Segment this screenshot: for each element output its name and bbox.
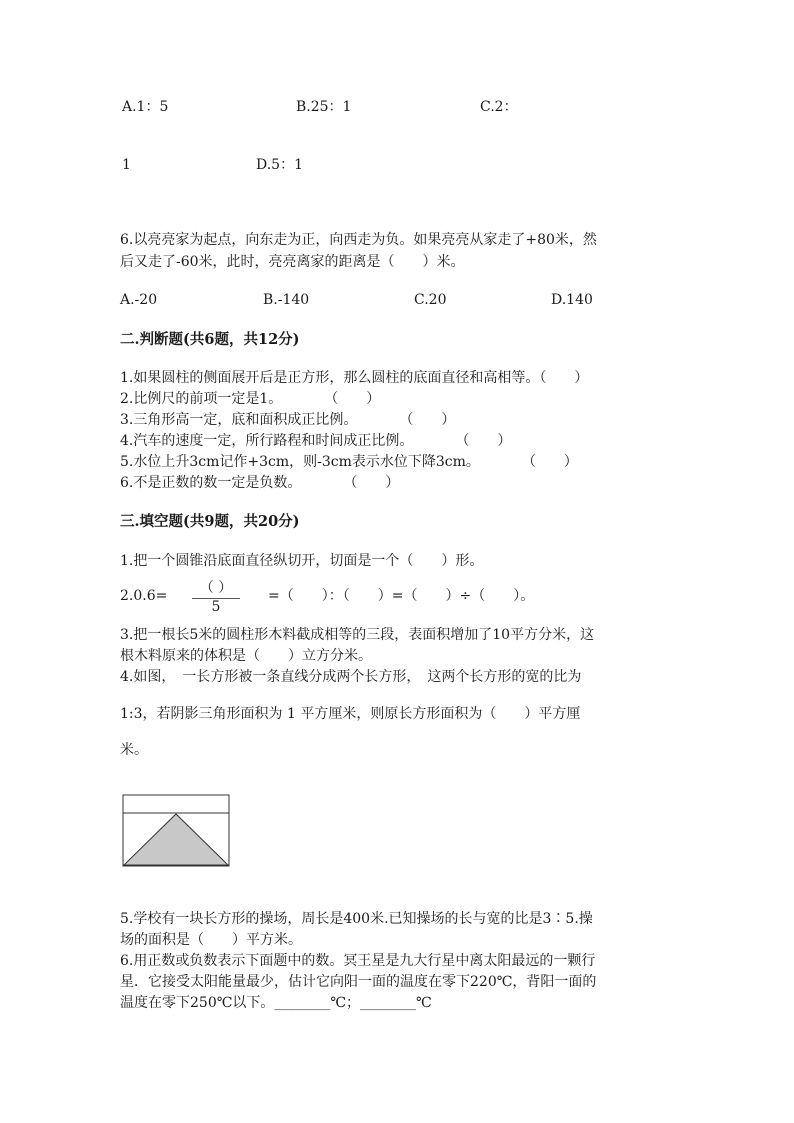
rectangle-figure [122,794,234,870]
fill-q2-prefix: 2.0.6= [120,588,168,604]
judge-item-2: 2.比例尺的前项一定是1。 （ ） [120,391,381,407]
q6-choice-line2: 后又走了-60米，此时，亮亮离家的距离是（ ）米。 [120,254,465,270]
fill-q6-line1: 6.用正数或负数表示下面题中的数。冥王星是九大行星中离太阳最远的一颗行 [120,953,596,969]
section2-title: 二.判断题(共6题，共12分) [120,331,300,348]
judge-item-5: 5.水位上升3cm记作+3cm，则-3cm表示水位下降3cm。 （ ） [120,454,578,470]
judge-item-6: 6.不是正数的数一定是负数。 （ ） [120,475,400,491]
q6-option-b: B.-140 [263,292,310,308]
q5-option-d: D.5：1 [256,157,303,173]
fill-q5-line2: 场的面积是（ ）平方米。 [120,932,302,948]
section3-title: 三.填空题(共9题，共20分) [120,513,300,530]
q5-option-b: B.25：1 [296,99,352,115]
fraction-numerator: （ ） [199,580,233,596]
q6-option-a: A.-20 [120,292,158,308]
judge-item-4: 4.汽车的速度一定，所行路程和时间成正比例。 （ ） [120,433,512,449]
judge-item-3: 3.三角形高一定，底和面积成正比例。 （ ） [120,412,456,428]
judge-item-1: 1.如果圆柱的侧面展开后是正方形，那么圆柱的底面直径和高相等。（ ） [120,370,589,386]
q6-choice-line1: 6.以亮亮家为起点，向东走为正，向西走为负。如果亮亮从家走了+80米，然 [120,232,597,248]
fill-q5-line1: 5.学校有一块长方形的操场，周长是400米.已知操场的长与宽的比是3∶5.操 [120,911,593,927]
fill-q3-line2: 根木料原来的体积是（ ）立方分米。 [120,648,372,664]
q6-option-c: C.20 [414,292,447,308]
fill-q2-rest: =（ ）：（ ）=（ ）÷（ ）。 [268,588,535,604]
q5-option-c: C.2： [480,99,518,115]
fill-q3-line1: 3.把一根长5米的圆柱形木料截成相等的三段，表面积增加了10平方分米，这 [120,627,595,643]
fill-q6-line2: 星．它接受太阳能量最少，估计它向阳一面的温度在零下220℃，背阳一面的 [120,974,597,990]
q6-option-d: D.140 [551,292,593,308]
fill-q4-line3: 米。 [120,742,148,758]
fraction [190,579,242,617]
q5-option-c-continued: 1 [122,157,131,173]
fill-q4-line2: 1:3，若阴影三角形面积为 1 平方厘米，则原长方形面积为（ ）平方厘 [120,706,581,722]
fill-q1: 1.把一个圆锥沿底面直径纵切开，切面是一个（ ）形。 [120,553,484,569]
q5-option-a: A.1：5 [122,99,169,115]
fill-q4-line1: 4.如图， 一长方形被一条直线分成两个长方形， 这两个长方形的宽的比为 [120,669,582,685]
fraction-denominator: 5 [211,599,221,615]
fill-q6-line3: 温度在零下250℃以下。________℃；________℃ [120,995,432,1011]
